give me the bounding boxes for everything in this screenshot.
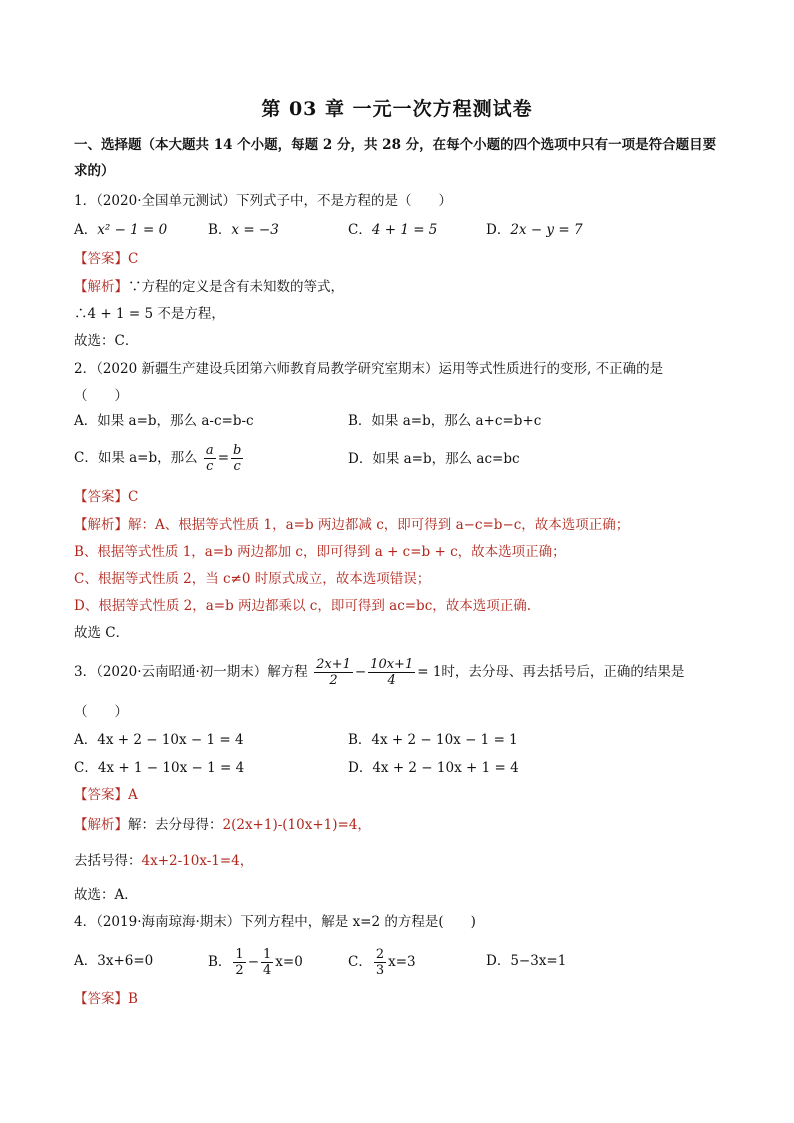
q3-answer: 【答案】A: [74, 787, 138, 803]
q1-analysis-line2: ∴4 + 1 = 5 不是方程，: [74, 306, 225, 322]
q2-option-d: D．如果 a=b，那么 ac=bc: [348, 451, 520, 467]
q4-fraction-1-2: $\frac{1}{2}$: [235, 947, 244, 978]
q3-stem: 3．（2020·云南昭通·初一期末）解方程 $\frac{2x+1}{2}$ − $\frac{10x+1}{4}$ = 1时，去分母、再去括号后，正确的结果是: [74, 657, 685, 688]
q2-answer: 【答案】C: [74, 489, 139, 505]
q4-fraction-1-4: $\frac{1}{4}$: [263, 947, 272, 978]
q4-option-b: B． $\frac{1}{2}$ − $\frac{1}{4}$ x=0: [208, 947, 303, 978]
q2-option-a: A．如果 a=b，那么 a-c=b-c: [74, 413, 254, 429]
q2-analysis-line5: 故选 C．: [74, 625, 130, 641]
q3-stem-cont: （ ）: [74, 704, 128, 720]
q2-analysis-line4: D、根据等式性质 2，a=b 两边都乘以 c，即可得到 ac=bc，故本选项正确.: [74, 598, 532, 614]
q2-analysis-line2: B、根据等式性质 1，a=b 两边都加 c，即可得到 a + c=b + c，故本选项正确；: [74, 544, 566, 560]
section-heading: 一、选择题（本大题共 14 个小题，每题 2 分，共 28 分，在每个小题的四个选项中只有一项是符合题目要: [74, 137, 717, 153]
page-title: 第 03 章 一元一次方程测试卷: [261, 98, 533, 120]
q4-option-d: D．5−3x=1: [486, 953, 567, 969]
q1-answer: 【答案】C: [74, 251, 139, 267]
q3-analysis: 【解析】解：去分母得：2(2x+1)-(10x+1)=4，: [74, 817, 371, 833]
q2-option-c: C．如果 a=b，那么 $\frac{a}{c}$ = $\frac{b}{c}$: [74, 443, 242, 474]
q4-option-c: C． $\frac{2}{3}$ x=3: [348, 947, 416, 978]
q2-stem: 2．（2020 新疆生产建设兵团第六师教育局教学研究室期末）运用等式性质进行的变形, 不正确的是: [74, 361, 664, 377]
q3-fraction-1: $\frac{2x+1}{2}$: [316, 657, 351, 688]
q1-option-d: D．2x − y = 7: [486, 222, 583, 238]
q2-analysis: 【解析】解：A、根据等式性质 1，a=b 两边都减 c，即可得到 a−c=b−c，故本选项正确；: [74, 517, 630, 533]
q1-option-a: A．x² − 1 = 0: [74, 222, 168, 238]
q4-fraction-2-3: $\frac{2}{3}$: [375, 947, 385, 978]
q4-stem: 4．（2019·海南琼海·期末）下列方程中，解是 x=2 的方程是( ): [74, 914, 476, 930]
q1-analysis: 【解析】∵方程的定义是含有未知数的等式，: [74, 279, 344, 295]
q2-fraction-b-over-c: $\frac{b}{c}$: [233, 443, 242, 474]
q3-analysis-line2: 去括号得：4x+2-10x-1=4，: [74, 853, 254, 869]
q3-option-d: D．4x + 2 − 10x + 1 = 4: [348, 760, 519, 776]
q3-analysis-line3: 故选：A．: [74, 887, 138, 903]
q2-fraction-a-over-c: $\frac{a}{c}$: [205, 443, 214, 474]
q1-option-c: C．4 + 1 = 5: [348, 222, 438, 238]
q2-option-b: B．如果 a=b，那么 a+c=b+c: [348, 413, 542, 429]
q3-fraction-2: $\frac{10x+1}{4}$: [370, 657, 414, 688]
section-heading-cont: 求的）: [74, 163, 115, 179]
q3-option-b: B．4x + 2 − 10x − 1 = 1: [348, 732, 518, 748]
q3-option-a: A．4x + 2 − 10x − 1 = 4: [74, 732, 244, 748]
q3-option-c: C．4x + 1 − 10x − 1 = 4: [74, 760, 245, 776]
q4-option-a: A．3x+6=0: [74, 953, 154, 969]
q2-stem-cont: （ ）: [74, 388, 128, 404]
q2-analysis-line3: C、根据等式性质 2，当 c≠0 时原式成立，故本选项错误；: [74, 571, 431, 587]
q4-answer: 【答案】B: [74, 991, 138, 1007]
q1-stem: 1．（2020·全国单元测试）下列式子中，不是方程的是（ ）: [74, 193, 452, 209]
q1-analysis-line3: 故选：C．: [74, 333, 139, 349]
q1-option-b: B．x = −3: [208, 222, 279, 238]
